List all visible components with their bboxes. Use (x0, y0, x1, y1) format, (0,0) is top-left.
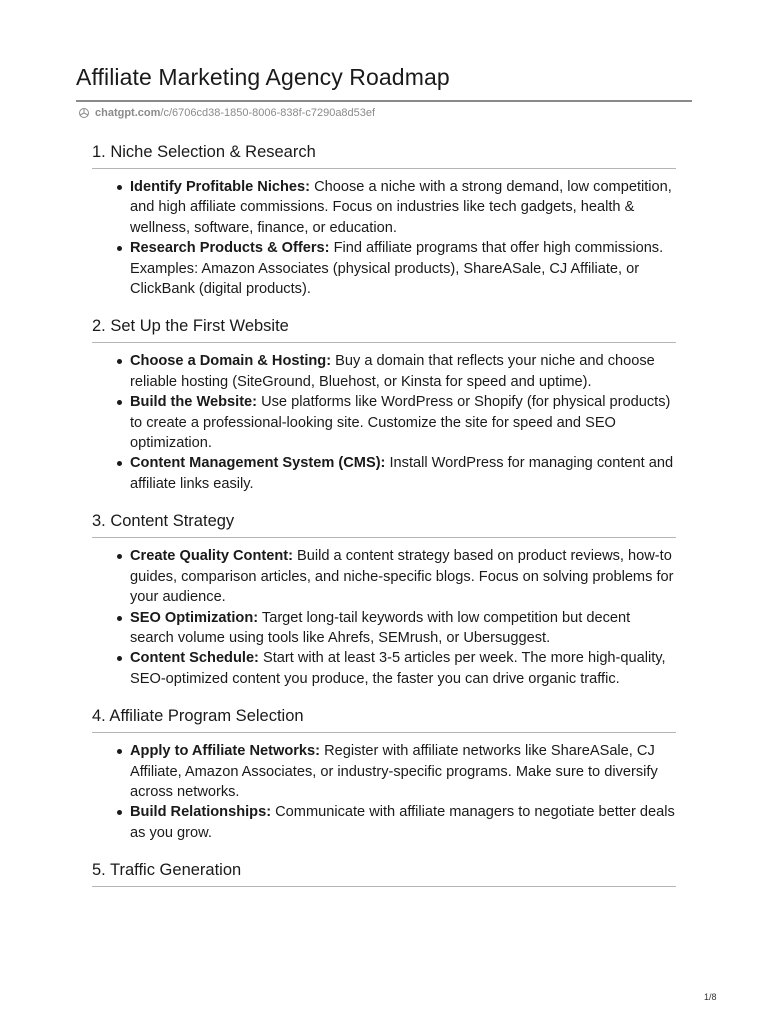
bullet-icon (117, 810, 122, 815)
list-item (92, 546, 676, 607)
bullet-label: Content Schedule: (130, 650, 259, 667)
list-item (92, 608, 676, 649)
document-content (92, 142, 676, 887)
bullet-icon (117, 461, 122, 466)
list-item (92, 392, 676, 453)
bullet-label: Choose a Domain & Hosting: (130, 353, 332, 370)
bullet-list (92, 538, 676, 689)
source-link[interactable] (78, 107, 375, 119)
bullet-label: Create Quality Content: (130, 548, 293, 565)
section-heading: 2. Set Up the First Website (92, 316, 676, 343)
bullet-text: Register with affiliate networks like ShareASale, CJ Affiliate, Amazon Associates, or industry-specific programs. Make sure to diversify across networks. (130, 743, 658, 800)
bullet-icon (117, 246, 122, 251)
bullet-text: Choose a niche with a strong demand, low competition, and high affiliate commissions. Focus on industries like tech gadgets, health & wellness, software, finance, or education. (130, 179, 672, 236)
page-number: 1/8 (704, 992, 717, 1002)
section-content-strategy (92, 511, 676, 689)
list-item (92, 648, 676, 689)
bullet-icon (117, 656, 122, 661)
section-first-website (92, 316, 676, 494)
bullet-label: Apply to Affiliate Networks: (130, 743, 321, 760)
list-item (92, 741, 676, 802)
bullet-label: Content Management System (CMS): (130, 455, 386, 472)
bullet-text: Target long-tail keywords with low competition but decent search volume using tools like Ahrefs, SEMrush, or Ubersuggest. (130, 609, 631, 646)
bullet-label: SEO Optimization: (130, 609, 259, 626)
bullet-text: Install WordPress for managing content and affiliate links easily. (130, 455, 674, 492)
bullet-icon (117, 749, 122, 754)
bullet-list (92, 733, 676, 843)
section-heading: 3. Content Strategy (92, 511, 676, 538)
bullet-icon (117, 359, 122, 364)
document-title: Affiliate Marketing Agency Roadmap (76, 64, 450, 90)
section-heading: 4. Affiliate Program Selection (92, 706, 676, 733)
section-traffic-generation (92, 860, 676, 887)
bullet-text: Build a content strategy based on product reviews, how-to guides, comparison articles, and niche-specific blogs. Focus on solving problems for your audience. (130, 548, 674, 606)
source-path: /c/6706cd38-1850-8006-838f-c7290a8d53ef (160, 107, 376, 119)
section-heading: 5. Traffic Generation (92, 860, 676, 887)
list-item (92, 177, 676, 238)
list-item (92, 238, 676, 299)
bullet-text: Find affiliate programs that offer high commissions. Examples: Amazon Associates (physical products), ShareASale, CJ Affiliate, or ClickBank (digital products). (130, 240, 664, 298)
bullet-text: Communicate with affiliate managers to negotiate better deals as you grow. (130, 804, 675, 841)
list-item (92, 802, 676, 843)
bullet-icon (117, 554, 122, 559)
bullet-list (92, 169, 676, 299)
section-affiliate-program (92, 706, 676, 843)
bullet-label: Identify Profitable Niches: (130, 179, 311, 195)
bullet-label: Build Relationships: (130, 804, 272, 821)
bullet-label: Build the Website: (130, 394, 258, 411)
chatgpt-logo-icon (78, 107, 90, 119)
bullet-icon (117, 616, 122, 621)
bullet-text: Buy a domain that reflects your niche and choose reliable hosting (SiteGround, Bluehost, or Kinsta for speed and uptime). (130, 353, 655, 390)
section-niche-selection (92, 142, 676, 299)
bullet-list (92, 343, 676, 494)
bullet-icon (117, 185, 122, 190)
title-divider (76, 100, 692, 102)
bullet-label: Research Products & Offers: (130, 240, 330, 257)
source-domain: chatgpt.com (95, 107, 161, 119)
bullet-text: Use platforms like WordPress or Shopify (for physical products) to create a professional-looking site. Customize the site for speed and SEO optimization. (130, 394, 671, 452)
bullet-text: Start with at least 3-5 articles per week. The more high-quality, SEO-optimized content you produce, the faster you can drive organic traffic. (130, 650, 666, 687)
bullet-icon (117, 400, 122, 405)
list-item (92, 453, 676, 494)
list-item (92, 351, 676, 392)
section-heading: 1. Niche Selection & Research (92, 142, 676, 169)
